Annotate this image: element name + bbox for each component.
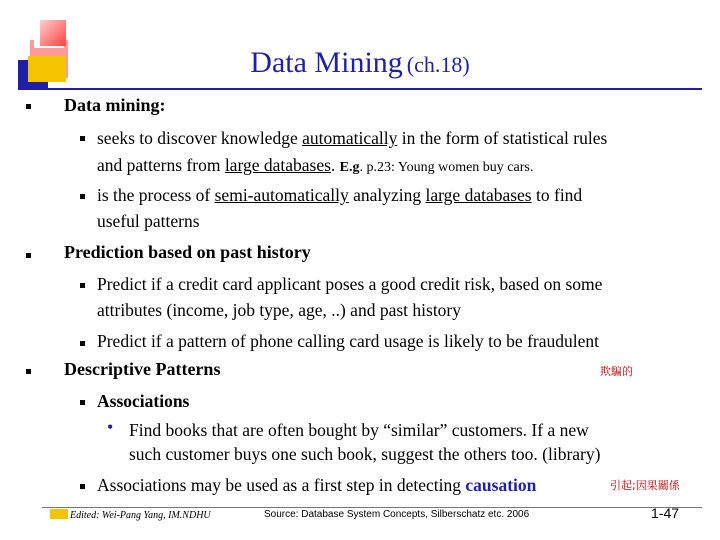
- sub-sub-bullet-books-line2: such customer buys one such book, suggest the others too. (library): [129, 444, 601, 464]
- sub-bullet-credit-line2: attributes (income, job type, age, ..) and past history: [97, 300, 462, 320]
- note-fraudulent-chinese: 欺騙的: [600, 365, 633, 378]
- title-rule: [42, 88, 702, 90]
- sub-bullet-marker: [80, 283, 85, 288]
- sub-bullet-marker: [80, 400, 85, 405]
- bullet-marker: [26, 253, 31, 258]
- sub-bullet-marker: [80, 194, 85, 199]
- sub-bullet-causation: Associations may be used as a first step in detecting causation: [97, 475, 537, 495]
- bullet-marker: [26, 104, 31, 109]
- sub-bullet-seeks: seeks to discover knowledge automatically in the form of statistical rules: [97, 128, 608, 148]
- bullet-data-mining: Data mining:: [64, 95, 166, 115]
- footer-logo-square: [50, 509, 68, 519]
- page-title: Data Mining (ch.18): [250, 46, 470, 79]
- sub-bullet-process: is the process of semi-automatically analyzing large databases to find: [97, 185, 583, 205]
- footer-source: Source: Database System Concepts, Silberschatz etc. 2006: [264, 509, 530, 520]
- bullet-descriptive: Descriptive Patterns: [64, 359, 221, 379]
- sub-bullet-seeks-line2: and patterns from large databases. E.g. p.23: Young women buy cars.: [97, 155, 534, 175]
- sub-bullet-process-line2: useful patterns: [97, 211, 200, 231]
- sub-bullet-marker: [80, 341, 85, 346]
- sub-bullet-phone: Predict if a pattern of phone calling card usage is likely to be fraudulent: [97, 331, 599, 351]
- footer-rule: [42, 507, 702, 508]
- bullet-marker: [26, 369, 31, 374]
- bullet-prediction: Prediction based on past history: [64, 242, 311, 262]
- sub-sub-bullet-books: Find books that are often bought by “similar” customers. If a new: [129, 420, 589, 440]
- sub-bullet-marker: [80, 484, 85, 489]
- sub-sub-bullet-marker: •: [107, 417, 114, 437]
- sub-bullet-credit: Predict if a credit card applicant poses a good credit risk, based on some: [97, 274, 603, 294]
- note-causation-chinese: 引起;因果關係: [610, 479, 680, 492]
- logo-square-red-inner: [40, 20, 66, 46]
- sub-bullet-associations: Associations: [97, 391, 190, 411]
- sub-bullet-marker: [80, 136, 85, 141]
- page-number: 1-47: [651, 505, 680, 521]
- footer-edited: Edited: Wei-Pang Yang, IM.NDHU: [70, 510, 211, 521]
